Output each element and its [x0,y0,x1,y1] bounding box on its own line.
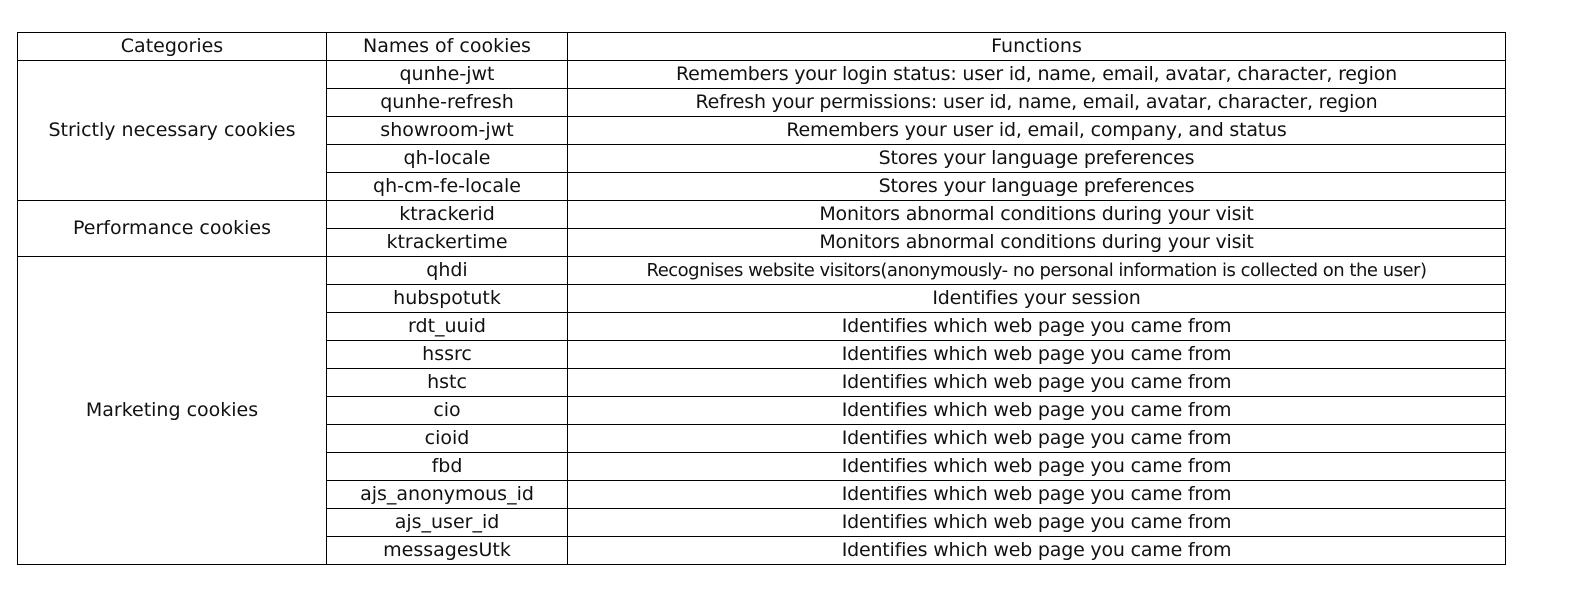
cookie-name-cell: messagesUtk [327,537,568,565]
cookie-function-cell: Stores your language preferences [568,173,1506,201]
cookie-name-cell: ktrackertime [327,229,568,257]
cookie-name-cell: qunhe-jwt [327,61,568,89]
cookie-name-cell: hubspotutk [327,285,568,313]
cookie-name-cell: cioid [327,425,568,453]
cookie-function-cell: Identifies which web page you came from [568,313,1506,341]
table-row [18,201,1506,229]
table-body [18,61,1506,565]
cookie-function-cell: Recognises website visitors(anonymously- no personal information is collected on the user) [568,257,1506,285]
cookie-name-cell: ajs_anonymous_id [327,481,568,509]
table-header-row [18,33,1506,61]
cookie-name-cell: hstc [327,369,568,397]
category-cell: Marketing cookies [18,257,327,565]
cookie-function-cell: Identifies which web page you came from [568,509,1506,537]
cookie-name-cell: qhdi [327,257,568,285]
cookie-name-cell: ktrackerid [327,201,568,229]
cookie-name-cell: qh-locale [327,145,568,173]
cookie-table [17,32,1506,565]
cookie-function-cell: Identifies which web page you came from [568,537,1506,565]
header-categories: Categories [18,33,327,61]
cookie-name-cell: qh-cm-fe-locale [327,173,568,201]
cookie-function-cell: Identifies which web page you came from [568,453,1506,481]
category-cell: Performance cookies [18,201,327,257]
cookie-function-cell: Monitors abnormal conditions during your visit [568,229,1506,257]
category-cell: Strictly necessary cookies [18,61,327,201]
table-row [18,61,1506,89]
cookie-function-cell: Remembers your login status: user id, name, email, avatar, character, region [568,61,1506,89]
cookie-function-cell: Identifies which web page you came from [568,425,1506,453]
cookie-name-cell: ajs_user_id [327,509,568,537]
cookie-function-cell: Refresh your permissions: user id, name, email, avatar, character, region [568,89,1506,117]
cookie-function-cell: Stores your language preferences [568,145,1506,173]
cookie-name-cell: cio [327,397,568,425]
cookie-function-cell: Identifies which web page you came from [568,481,1506,509]
cookie-function-cell: Identifies which web page you came from [568,397,1506,425]
header-cookie-names: Names of cookies [327,33,568,61]
cookie-function-cell: Identifies which web page you came from [568,369,1506,397]
cookie-function-cell: Identifies your session [568,285,1506,313]
header-functions: Functions [568,33,1506,61]
cookie-function-cell: Monitors abnormal conditions during your visit [568,201,1506,229]
cookie-name-cell: qunhe-refresh [327,89,568,117]
cookie-name-cell: showroom-jwt [327,117,568,145]
cookie-function-cell: Remembers your user id, email, company, and status [568,117,1506,145]
cookie-name-cell: rdt_uuid [327,313,568,341]
cookie-name-cell: hssrc [327,341,568,369]
table-row [18,257,1506,285]
cookie-name-cell: fbd [327,453,568,481]
cookie-function-cell: Identifies which web page you came from [568,341,1506,369]
